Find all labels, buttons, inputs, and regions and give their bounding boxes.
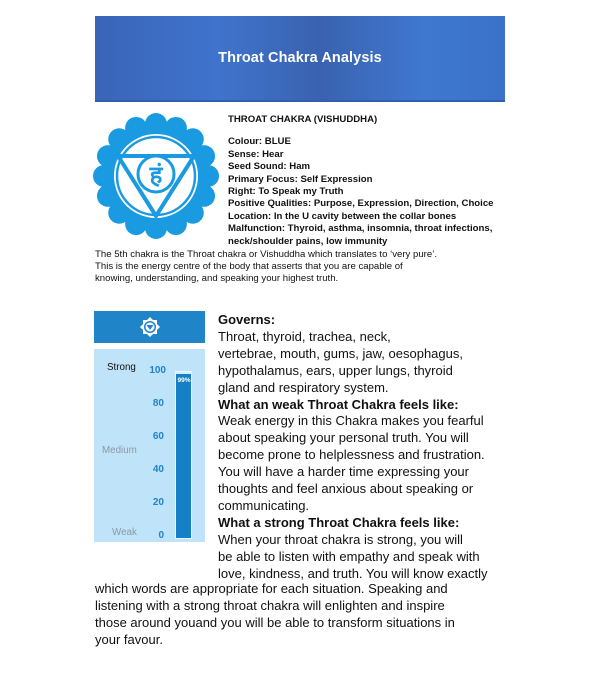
chakra-description xyxy=(218,312,518,583)
throat-chakra-emblem-icon xyxy=(92,112,220,240)
gauge-label-medium: Medium xyxy=(102,445,137,456)
info-primary-focus: Primary Focus: Self Expression xyxy=(228,173,373,185)
info-malfunction: Malfunction: Thyroid, asthma, insomnia, throat infections, xyxy=(228,223,493,235)
gauge-tick: 40 xyxy=(152,464,164,475)
info-seed-sound: Seed Sound: Ham xyxy=(228,161,311,173)
weak-line: Weak energy in this Chakra makes you fearful xyxy=(218,413,484,429)
intro-line: knowing, understanding, and speaking your highest truth. xyxy=(95,273,339,285)
gauge-panel xyxy=(94,349,205,542)
page-title: Throat Chakra Analysis xyxy=(218,50,382,66)
gauge-bar-fill xyxy=(176,374,191,538)
governs-line: gland and respiratory system. xyxy=(218,379,389,395)
info-malfunction-cont: neck/shoulder pains, low immunity xyxy=(228,235,388,247)
tail-line: those around youand you will be able to transform situations in xyxy=(95,614,455,630)
intro-line: The 5th chakra is the Throat chakra or Vishuddha which translates to ‘very pure’. xyxy=(95,249,438,260)
governs-line: Throat, thyroid, trachea, neck, xyxy=(218,328,391,344)
chakra-info-title: THROAT CHAKRA (VISHUDDHA) xyxy=(228,114,378,125)
governs-line: hypothalamus, ears, upper lungs, thyroid xyxy=(218,362,453,378)
gauge-header xyxy=(94,311,205,343)
info-sense: Sense: Hear xyxy=(228,148,284,160)
strong-description-continued xyxy=(95,581,515,649)
weak-line: thoughts and feel anxious about speaking or xyxy=(218,481,474,497)
gauge-tick: 80 xyxy=(152,398,164,409)
info-colour: Colour: BLUE xyxy=(228,136,291,148)
gauge-value-label: 99% xyxy=(177,376,191,384)
chakra-mini-icon xyxy=(139,316,161,338)
info-location: Location: In the U cavity between the collar bones xyxy=(228,210,457,222)
tail-line: listening with a strong throat chakra will enlighten and inspire xyxy=(95,597,445,613)
strong-line: love, kindness, and truth. You will know exactly xyxy=(218,565,488,581)
info-right: Right: To Speak my Truth xyxy=(228,186,344,198)
strong-line: When your throat chakra is strong, you will xyxy=(218,531,463,547)
gauge-label-strong: Strong xyxy=(107,362,136,373)
info-positive-qualities: Positive Qualities: Purpose, Expression, Direction, Choice xyxy=(228,198,494,210)
gauge-tick: 20 xyxy=(152,497,164,508)
page-header xyxy=(95,16,505,102)
gauge-label-weak: Weak xyxy=(112,527,137,538)
weak-line: become prone to helplessness and frustration. xyxy=(218,447,485,463)
intro-line: This is the energy centre of the body that asserts that you are capable of xyxy=(95,261,403,273)
strength-gauge xyxy=(94,311,205,542)
tail-line: your favour. xyxy=(95,631,163,647)
gauge-tick: 60 xyxy=(152,431,164,442)
governs-heading: Governs: xyxy=(218,312,276,327)
strong-line: be able to listen with empathy and speak with xyxy=(218,548,480,564)
weak-heading: What an weak Throat Chakra feels like: xyxy=(218,396,459,412)
gauge-tick: 0 xyxy=(158,530,164,541)
gauge-tick: 100 xyxy=(149,365,166,376)
strong-heading: What a strong Throat Chakra feels like: xyxy=(218,514,460,530)
intro-paragraph xyxy=(95,249,515,286)
weak-line: You will have a harder time expressing your xyxy=(218,464,469,480)
governs-line: vertebrae, mouth, gums, jaw, oesophagus, xyxy=(218,345,463,361)
weak-line: about speaking your personal truth. You will xyxy=(218,430,469,446)
tail-line: which words are appropriate for each situation. Speaking and xyxy=(95,581,448,596)
seed-syllable-glyph: हं xyxy=(149,161,163,189)
chakra-info-block xyxy=(228,114,518,248)
weak-line: communicating. xyxy=(218,497,310,513)
